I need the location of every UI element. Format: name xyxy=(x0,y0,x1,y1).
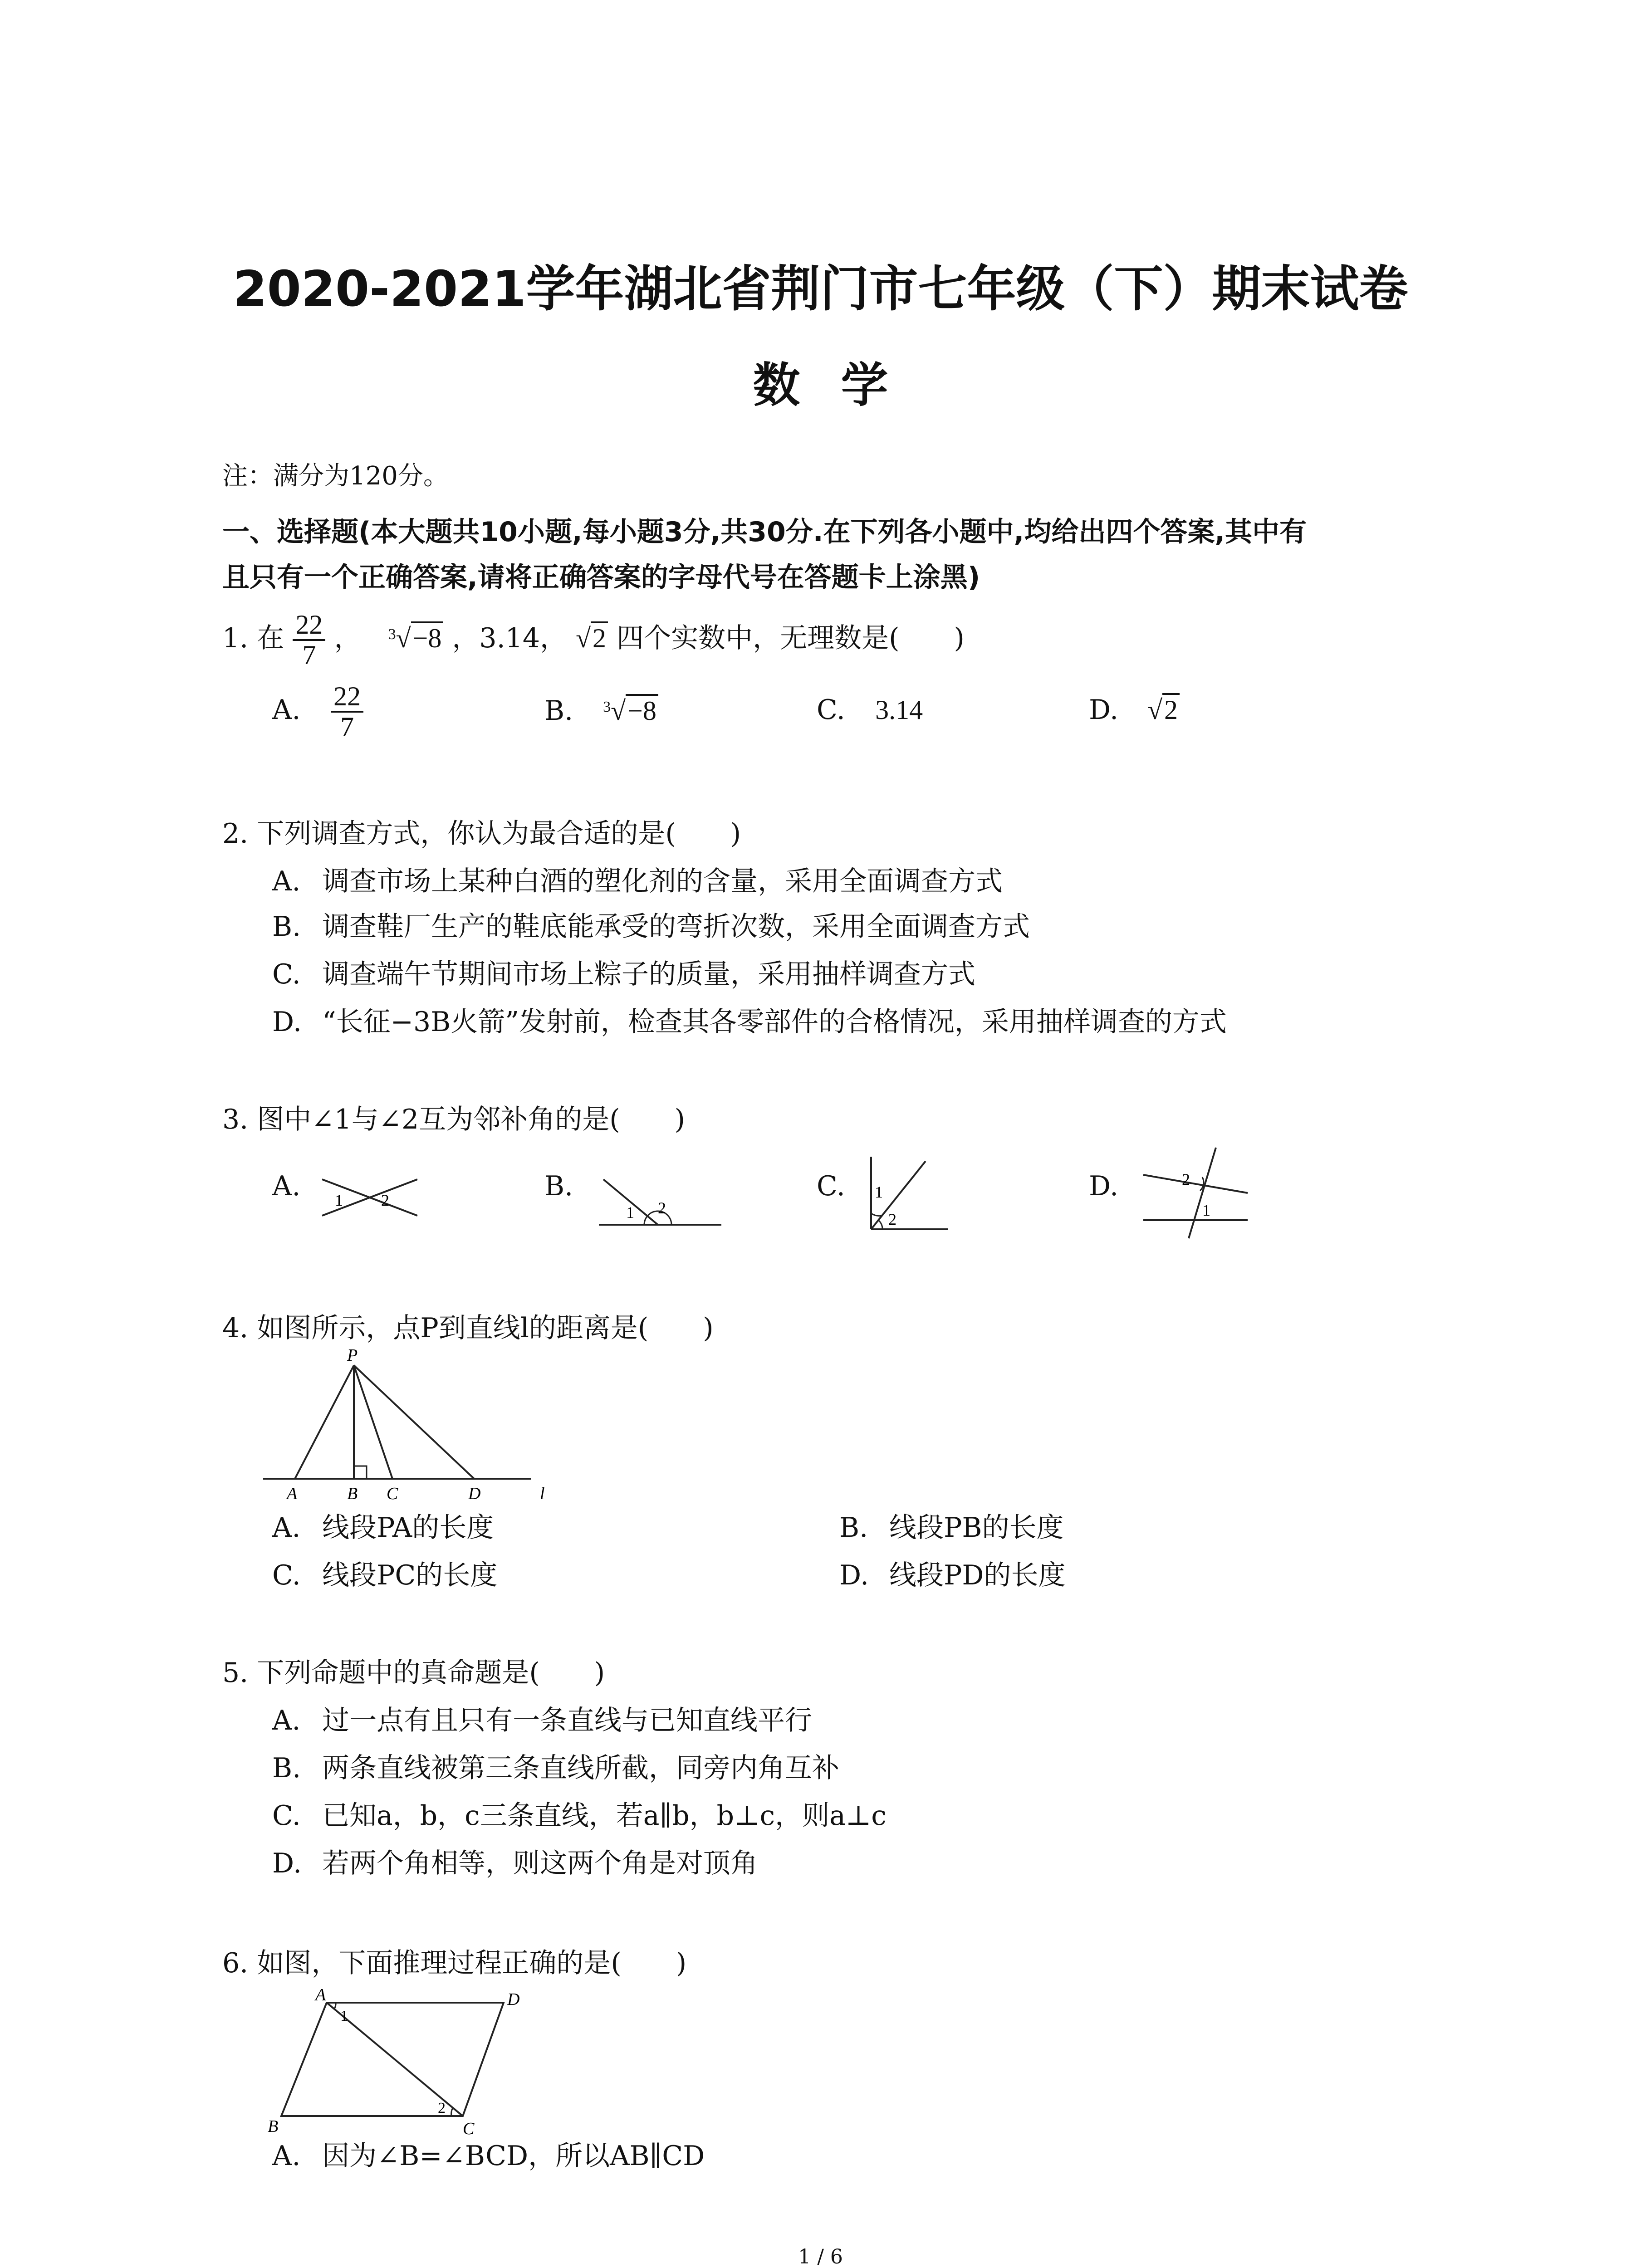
separator: ， xyxy=(334,622,362,654)
fraction-denominator: 7 xyxy=(302,640,316,670)
option-label: C. xyxy=(272,1559,301,1591)
question-text: 如图，下面推理过程正确的是( ) xyxy=(257,1947,687,1979)
q6-figure xyxy=(259,1987,549,2136)
angle-label: 2 xyxy=(381,1191,389,1209)
fraction-denominator: 7 xyxy=(340,712,354,742)
angle-label: 2 xyxy=(888,1210,896,1228)
fraction-numerator: 22 xyxy=(331,682,363,713)
angle-label: 1 xyxy=(626,1203,634,1222)
point-label: D xyxy=(468,1484,481,1503)
q3-figure-a xyxy=(318,1161,422,1225)
q4-option-c xyxy=(272,1554,497,1593)
question-2-stem xyxy=(222,812,741,851)
option-text: 过一点有且只有一条直线与已知直线平行 xyxy=(322,1705,812,1736)
point-label: B xyxy=(268,2117,279,2136)
q2-option-d xyxy=(272,1000,1227,1039)
question-number: 2. xyxy=(222,818,249,850)
fraction xyxy=(331,682,363,741)
section-heading-line1: 一、选择题(本大题共10小题,每小题3分,共30分.在下列各小题中,均给出四个答案,其中有 xyxy=(222,516,1307,548)
q1-option-d xyxy=(1089,676,1180,744)
question-4-stem xyxy=(222,1306,714,1345)
q4-option-a xyxy=(272,1506,494,1545)
square-root: √2 xyxy=(576,621,608,653)
q3-figure-c xyxy=(862,1152,953,1234)
angle-label: 2 xyxy=(438,2100,446,2116)
q3-figure-d xyxy=(1134,1143,1252,1243)
question-number: 6. xyxy=(222,1947,249,1979)
option-label: B. xyxy=(272,911,301,943)
option-text: 线段PD的长度 xyxy=(889,1559,1066,1591)
option-label: B. xyxy=(272,1752,301,1784)
option-label: A. xyxy=(272,2140,301,2172)
question-text: 如图所示，点P到直线l的距离是( ) xyxy=(257,1312,714,1344)
option-text: 线段PA的长度 xyxy=(322,1512,494,1544)
option-text: 已知a，b，c三条直线，若a∥b，b⊥c，则a⊥c xyxy=(322,1800,887,1832)
q5-option-c xyxy=(272,1794,887,1833)
root-index: 3 xyxy=(603,699,611,715)
point-label: B xyxy=(347,1484,358,1503)
point-label: C xyxy=(463,2119,475,2136)
q4-figure xyxy=(259,1343,567,1506)
q5-option-a xyxy=(272,1699,812,1738)
question-number: 1. xyxy=(222,622,249,654)
subject-title: 数学 xyxy=(753,357,929,413)
question-text: 下列调查方式，你认为最合适的是( ) xyxy=(257,818,741,850)
root-argument: 2 xyxy=(591,621,608,653)
angle-label: 1 xyxy=(875,1183,883,1201)
cube-root: $^3$√−8 xyxy=(603,696,658,726)
option-text: 两条直线被第三条直线所截，同旁内角互补 xyxy=(322,1752,839,1784)
q4-option-b xyxy=(839,1506,1063,1545)
point-label: D xyxy=(507,1990,520,2009)
line-label: l xyxy=(540,1484,545,1503)
option-label: D. xyxy=(839,1559,869,1591)
q1-option-b xyxy=(544,676,658,745)
q4-option-d xyxy=(839,1554,1065,1593)
q3-option-a-label: A. xyxy=(272,1170,301,1202)
square-root: √2 xyxy=(1147,693,1180,725)
question-text: 下列命题中的真命题是( ) xyxy=(257,1657,605,1689)
q1-option-c xyxy=(817,676,923,744)
option-label: B. xyxy=(544,695,573,727)
exam-title: 2020-2021学年湖北省荆门市七年级（下）期末试卷 xyxy=(233,261,1408,318)
angle-label: 2 xyxy=(658,1199,666,1217)
option-label: D. xyxy=(1089,694,1119,726)
root-index: 3 xyxy=(388,626,396,643)
q3-figure-b xyxy=(590,1161,726,1229)
option-text: 调查端午节期间市场上粽子的质量，采用抽样调查方式 xyxy=(322,958,975,990)
question-number: 4. xyxy=(222,1312,249,1344)
separator: ，3.14， xyxy=(452,622,568,654)
root-argument: 2 xyxy=(1162,693,1180,725)
question-number: 3. xyxy=(222,1104,249,1135)
point-label: P xyxy=(347,1346,358,1365)
option-label: D. xyxy=(272,1848,302,1879)
q3-option-b-label: B. xyxy=(544,1170,573,1202)
option-text: 调查鞋厂生产的鞋底能承受的弯折次数，采用全面调查方式 xyxy=(322,911,1030,943)
fraction-numerator: 22 xyxy=(293,611,325,641)
option-text: 若两个角相等，则这两个角是对顶角 xyxy=(322,1848,758,1879)
option-label: A. xyxy=(272,1705,301,1736)
option-label: D. xyxy=(272,1006,302,1038)
option-text: 调查市场上某种白酒的塑化剂的含量，采用全面调查方式 xyxy=(322,865,1003,897)
option-text: 因为∠B=∠BCD，所以AB∥CD xyxy=(322,2140,705,2172)
option-text: 线段PC的长度 xyxy=(322,1559,498,1591)
q2-option-a xyxy=(272,860,1003,899)
q1-option-a xyxy=(272,676,363,744)
point-label: A xyxy=(315,1987,326,2004)
q6-option-a xyxy=(272,2134,705,2173)
option-text: “长征−3B火箭”发射前，检查其各零部件的合格情况，采用抽样调查的方式 xyxy=(322,1006,1227,1038)
question-number: 5. xyxy=(222,1657,249,1689)
option-label: C. xyxy=(817,694,845,726)
score-note: 注：满分为120分。 xyxy=(222,461,449,491)
q5-option-d xyxy=(272,1842,758,1881)
angle-label: 1 xyxy=(335,1191,343,1209)
root-argument: −8 xyxy=(626,694,658,726)
root-argument: −8 xyxy=(411,621,444,653)
option-label: A. xyxy=(272,694,301,726)
question-3-stem xyxy=(222,1098,685,1137)
q3-option-c-label: C. xyxy=(817,1170,845,1202)
question-text: 在 xyxy=(257,622,284,654)
cube-root: $^3$√−8 xyxy=(388,623,444,653)
page-number: 1 / 6 xyxy=(798,2245,843,2268)
q5-option-b xyxy=(272,1746,839,1785)
question-1-stem xyxy=(222,603,965,672)
angle-label: 1 xyxy=(1202,1201,1210,1219)
angle-label: 2 xyxy=(1182,1170,1190,1188)
point-label: A xyxy=(287,1484,298,1503)
question-text: 四个实数中，无理数是( ) xyxy=(617,622,965,654)
question-text: 图中∠1与∠2互为邻补角的是( ) xyxy=(257,1104,686,1135)
question-6-stem xyxy=(222,1941,686,1980)
point-label: C xyxy=(387,1484,398,1503)
option-label: A. xyxy=(272,865,301,897)
option-label: C. xyxy=(272,1800,301,1832)
question-5-stem xyxy=(222,1651,605,1690)
option-label: C. xyxy=(272,958,301,990)
q3-option-d-label: D. xyxy=(1089,1170,1119,1202)
option-label: B. xyxy=(839,1512,868,1544)
fraction xyxy=(293,611,325,670)
option-label: A. xyxy=(272,1512,301,1544)
option-text: 线段PB的长度 xyxy=(889,1512,1064,1544)
section-heading-line2: 且只有一个正确答案,请将正确答案的字母代号在答题卡上涂黑) xyxy=(222,562,980,593)
q2-option-c xyxy=(272,953,975,992)
option-text: 3.14 xyxy=(875,695,923,725)
angle-label: 1 xyxy=(340,2008,348,2024)
q2-option-b xyxy=(272,905,1030,944)
